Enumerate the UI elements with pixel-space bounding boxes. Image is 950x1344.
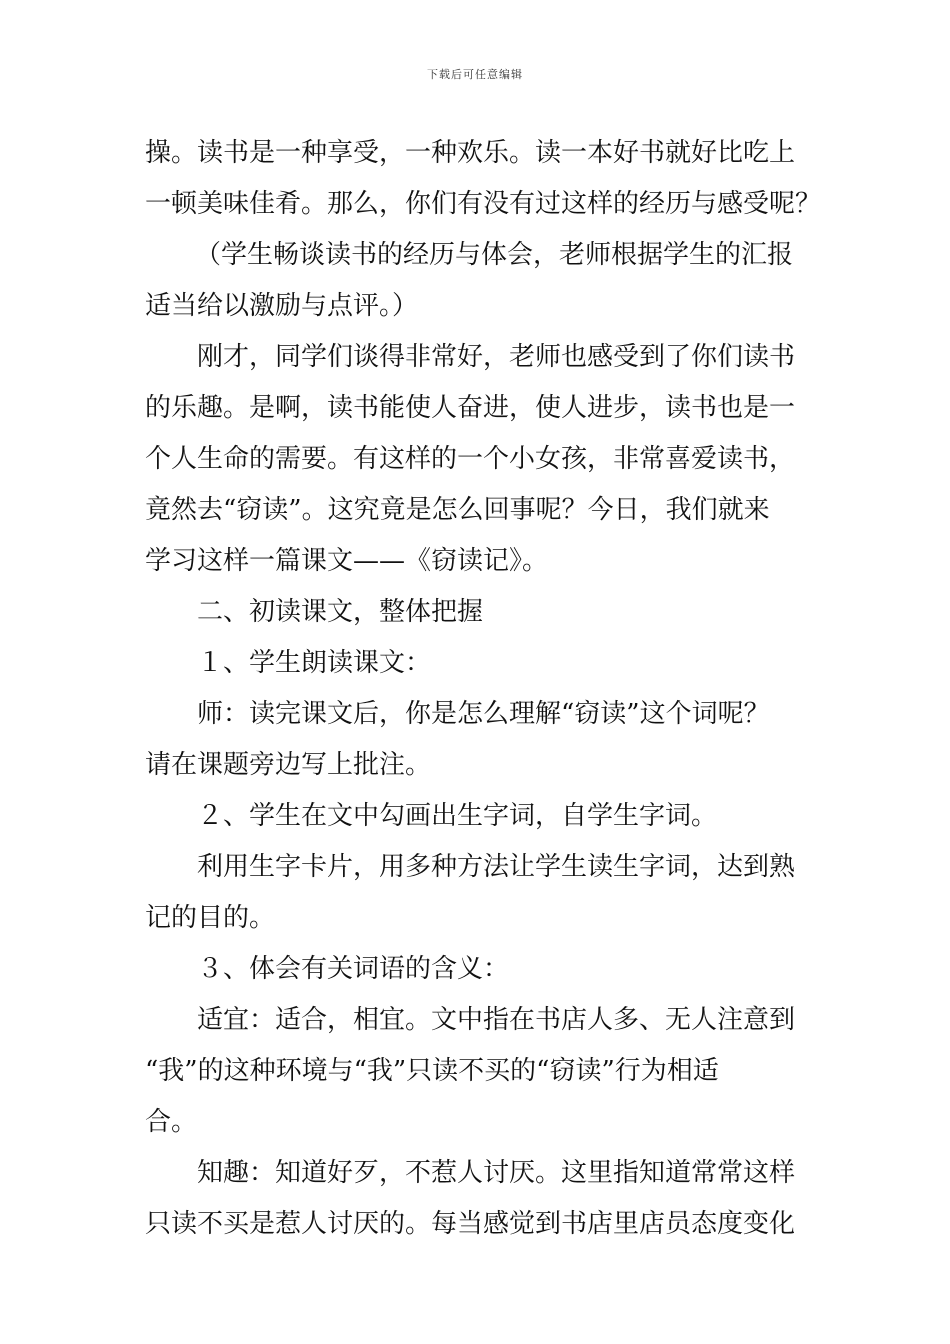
list-item: ３、体会有关词语的含义： <box>197 954 510 984</box>
text-line: 知趣：知道好歹，不惹人讨厌。这里指知道常常这样 <box>197 1158 796 1188</box>
text-line: 操。读书是一种享受，一种欢乐。读一本好书就好比吃上 <box>145 138 796 168</box>
text-line: “我”的这种环境与“我”只读不买的“窃读”行为相适 <box>145 1056 719 1086</box>
section-heading: 二、初读课文，整体把握 <box>197 597 484 627</box>
document-body <box>145 128 822 1250</box>
text-line: 利用生字卡片，用多种方法让学生读生字词，达到熟 <box>197 852 796 882</box>
text-line: 师：读完课文后，你是怎么理解“窃读”这个词呢？ <box>197 699 770 729</box>
list-item: ２、学生在文中勾画出生字词，自学生字词。 <box>197 801 718 831</box>
text-line: 刚才，同学们谈得非常好，老师也感受到了你们读书 <box>197 342 796 372</box>
page-header-note: 下载后可任意编辑 <box>427 68 523 81</box>
text-line: 个人生命的需要。有这样的一个小女孩，非常喜爱读书， <box>145 444 796 474</box>
list-item: １、学生朗读课文： <box>197 648 432 678</box>
text-line: 的乐趣。是啊，读书能使人奋进，使人进步，读书也是一 <box>145 393 796 423</box>
text-line: （学生畅谈读书的经历与体会，老师根据学生的汇报 <box>195 240 794 270</box>
text-line: 一顿美味佳肴。那么，你们有没有过这样的经历与感受呢？ <box>145 189 822 219</box>
text-line: 记的目的。 <box>145 903 276 933</box>
text-line: 合。 <box>145 1107 198 1137</box>
text-line: 请在课题旁边写上批注。 <box>145 750 432 780</box>
text-line: 适当给以激励与点评。） <box>145 291 419 321</box>
text-line: 学习这样一篇课文——《窃读记》。 <box>145 546 549 576</box>
text-line: 只读不买是惹人讨厌的。每当感觉到书店里店员态度变化 <box>145 1209 796 1239</box>
text-line: 竟然去“窃读”。这究竟是怎么回事呢？今日，我们就来 <box>145 495 770 525</box>
text-line: 适宜：适合，相宜。文中指在书店人多、无人注意到 <box>197 1005 796 1035</box>
